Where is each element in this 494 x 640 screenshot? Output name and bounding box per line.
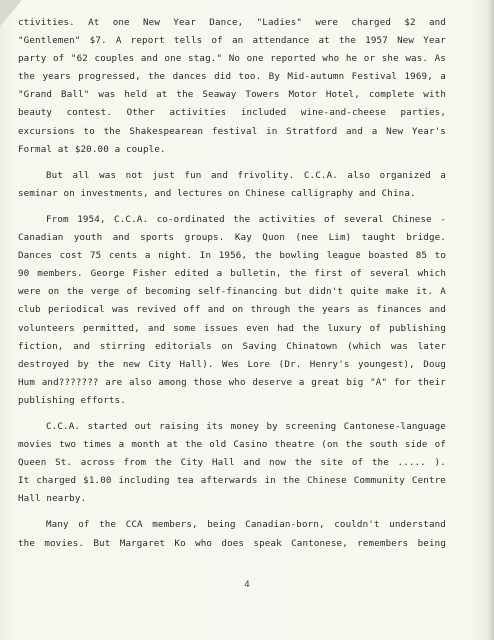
paragraph-5: [18, 516, 446, 552]
text-line: Canadian youth and sports groups. Kay Quon (nee Lim) taught bridge.: [18, 232, 446, 244]
text-line: fiction, and stirring editorials on Saving Chinatown (which was later: [18, 340, 446, 352]
text-line: excursions to the Shakespearean festival in Stratford and a New Year's: [18, 125, 446, 137]
text-line: were on the verge of becoming self-financing but didn't quite make it. A: [18, 286, 446, 298]
text-line: club periodical was revived off and on through the years as finances and: [18, 304, 446, 316]
text-line: party of "62 couples and one stag." No one reported who he or she was. As: [18, 53, 446, 65]
text-line: Dances cost 75 cents a night. In 1956, the bowling league boasted 85 to: [18, 250, 446, 262]
text-line: seminar on investments, and lectures on Chinese calligraphy and China.: [18, 187, 416, 199]
text-line: It charged $1.00 including tea afterwards in the Chinese Community Centre: [18, 475, 446, 487]
text-line: ctivities. At one New Year Dance, "Ladies" were charged $2 and: [18, 17, 446, 28]
paragraph-4: [18, 418, 446, 508]
text-line: beauty contest. Other activities included wine-and-cheese parties,: [18, 107, 446, 119]
paragraph-2: [18, 167, 446, 203]
text-line: Formal at $20.00 a couple.: [18, 143, 166, 155]
page-number: 4: [244, 580, 250, 590]
paragraph-3: [18, 211, 446, 410]
text-line: C.C.A. started out raising its money by screening Cantonese-language: [46, 420, 446, 432]
text-line: Queen St. across from the City Hall and now the site of the ..... ).: [18, 457, 446, 469]
text-line: From 1954, C.C.A. co-ordinated the activities of several Chinese -: [46, 213, 446, 225]
text-line: the movies. But Margaret Ko who does speak Cantonese, remembers being: [18, 537, 446, 549]
text-line: volunteers permitted, and some issues even had the luxury of publishing: [18, 322, 446, 334]
text-line: publishing efforts.: [18, 394, 126, 406]
text-line: But all was not just fun and frivolity. C.C.A. also organized a: [46, 169, 446, 181]
paragraph-1: [18, 14, 446, 159]
page-edge-shadow: [488, 0, 494, 640]
text-line: 90 members. George Fisher edited a bulletin, the first of several which: [18, 268, 446, 280]
text-line: "Gentlemen" $7. A report tells of an attendance at the 1957 New Year: [18, 35, 446, 47]
text-line: the years progressed, the dances did too. By Mid-autumn Festival 1969, a: [18, 71, 446, 83]
text-line: movies two times a month at the old Casino theatre (on the south side of: [18, 439, 446, 451]
text-line: Hum and??????? are also among those who deserve a great big "A" for their: [18, 376, 446, 388]
body-text: [18, 14, 446, 553]
text-line: destroyed by the new City Hall). Wes Lore (Dr. Henry's youngest), Doug: [18, 358, 446, 370]
text-line: Many of the CCA members, being Canadian-born, couldn't understand: [46, 519, 446, 531]
text-line: Hall nearby.: [18, 493, 87, 505]
text-line: "Grand Ball" was held at the Seaway Towers Motor Hotel, complete with: [18, 89, 446, 101]
